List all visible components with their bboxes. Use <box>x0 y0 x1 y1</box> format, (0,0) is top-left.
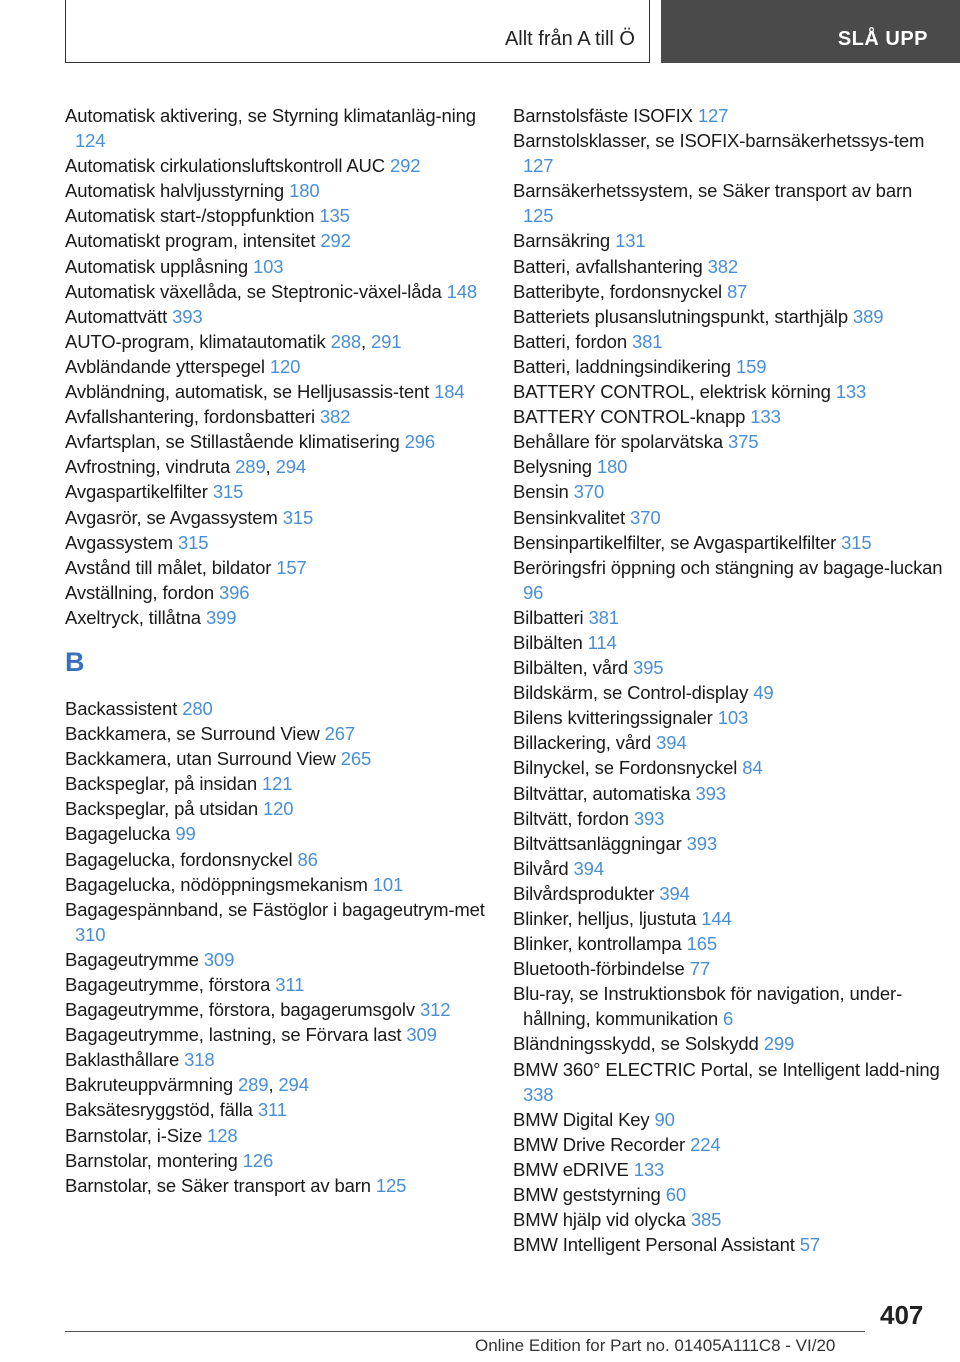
index-entry-text: Biltvätt, fordon <box>513 807 629 829</box>
index-entry <box>513 304 943 329</box>
index-entry-text: Baklasthållare <box>65 1049 180 1071</box>
page-link[interactable]: 133 <box>835 381 867 403</box>
index-entry <box>513 981 943 1031</box>
index-entry-text: BMW geststyrning <box>513 1184 661 1206</box>
page-link[interactable]: 310 <box>75 923 106 945</box>
index-entry-text: BMW Intelligent Personal Assistant <box>513 1234 795 1256</box>
page-link[interactable]: 99 <box>175 823 196 845</box>
index-entry-text: Biltvättar, automatiska <box>513 782 691 804</box>
page-link[interactable]: 375 <box>728 431 759 453</box>
index-entry <box>65 746 495 771</box>
page-link[interactable]: 127 <box>523 155 554 177</box>
page-link[interactable]: 318 <box>184 1049 215 1071</box>
index-entry-text: Bagagelucka, nödöppningsmekanism <box>65 873 368 895</box>
page-link[interactable]: 385 <box>690 1209 722 1231</box>
page-link[interactable]: 382 <box>319 406 351 428</box>
page-link[interactable]: 288 <box>330 330 361 352</box>
index-entry-text: Bagageutrymme, förstora <box>65 974 271 995</box>
index-entry-text: Avfartsplan, se Stillastående klimatisering <box>65 431 400 453</box>
index-entry <box>65 821 495 846</box>
page-link[interactable]: 311 <box>257 1099 287 1121</box>
index-entry <box>513 1207 943 1232</box>
page-link[interactable]: 393 <box>172 305 203 327</box>
page-link[interactable]: 131 <box>615 230 646 252</box>
page-link[interactable]: 90 <box>654 1108 675 1130</box>
index-entry-text: Batteri, fordon <box>513 330 627 352</box>
index-entry <box>65 178 495 203</box>
index-entry-text: Beröringsfri öppning och stängning av bagage-luckan <box>513 556 943 578</box>
index-entry <box>65 605 495 630</box>
page-link[interactable]: 280 <box>182 697 213 719</box>
lookup-button-label: SLÅ UPP <box>837 28 928 50</box>
index-entry-text: Belysning <box>513 456 592 478</box>
index-column-right <box>513 103 943 1257</box>
index-entry-text: Backkamera, utan Surround View <box>65 748 336 770</box>
index-entry-text: Bakruteuppvärmning <box>65 1074 234 1096</box>
index-entry-text: Blinker, helljus, ljustuta <box>513 908 697 929</box>
index-entry-text: AUTO-program, klimatautomatik <box>65 330 326 352</box>
index-entry <box>513 530 943 555</box>
page-link[interactable]: 394 <box>656 732 687 754</box>
index-entry-text: Barnstolsfäste ISOFIX <box>513 105 693 126</box>
index-entry <box>513 781 943 806</box>
page-link[interactable]: 265 <box>340 748 372 770</box>
index-entry-text: Bagageutrymme <box>65 948 199 970</box>
lookup-button[interactable] <box>661 0 960 63</box>
footer-edition: Online Edition for Part no. 01405A111C8 - VI/20 <box>475 1336 836 1355</box>
page-link[interactable]: 144 <box>701 908 732 929</box>
index-entry-text: Avfallshantering, fordonsbatteri <box>65 406 315 428</box>
index-entry-text: Bluetooth-förbindelse <box>513 958 685 980</box>
index-entry-text: Backspeglar, på insidan <box>65 773 257 795</box>
index-entry <box>65 1173 495 1198</box>
page-link[interactable]: 114 <box>587 631 617 653</box>
page-link[interactable]: 103 <box>253 255 284 277</box>
index-entry <box>513 680 943 705</box>
page-link[interactable]: 396 <box>219 581 250 603</box>
page-link[interactable]: 101 <box>372 873 404 895</box>
index-entry <box>65 1148 495 1173</box>
index-entry-text: Avgasrör, se Avgassystem <box>65 506 278 528</box>
page-link[interactable]: 338 <box>523 1083 554 1105</box>
index-entry-text: Avbländande ytterspegel <box>65 355 265 377</box>
index-entry <box>513 881 943 906</box>
page-link[interactable]: 180 <box>289 180 320 202</box>
index-entry-text: Barnstolsklasser, se ISOFIX-barnsäkerhetssys-tem <box>513 130 925 152</box>
index-entry-text: Bensinkvalitet <box>513 506 626 528</box>
page-link[interactable]: 57 <box>799 1234 821 1256</box>
index-entry <box>65 254 495 279</box>
page-link[interactable]: 309 <box>406 1024 437 1046</box>
page-link[interactable]: 389 <box>852 305 884 327</box>
index-entry-text: Blinker, kontrollampa <box>513 933 682 955</box>
index-entry <box>65 897 495 947</box>
index-entry-text: Bilvård <box>513 857 569 879</box>
page-link[interactable]: 125 <box>523 205 554 227</box>
index-entry <box>65 228 495 253</box>
index-entry <box>65 530 495 555</box>
page-link[interactable]: 294 <box>275 456 306 478</box>
page-link[interactable]: 267 <box>324 723 356 745</box>
index-entry-text: Bagagelucka <box>65 823 171 845</box>
index-entry <box>65 872 495 897</box>
index-entry <box>65 1123 495 1148</box>
index-entry <box>65 580 495 605</box>
index-entry-text: BMW 360° ELECTRIC Portal, se Intelligent ladd-ning <box>513 1058 940 1080</box>
index-entry-text: Automatisk halvljusstyrning <box>65 180 285 202</box>
index-entry <box>65 1047 495 1072</box>
page-link[interactable]: 299 <box>763 1033 795 1055</box>
index-entry <box>513 555 943 605</box>
index-entry <box>65 379 495 404</box>
page-link[interactable]: 184 <box>434 381 465 403</box>
index-entry <box>65 997 495 1022</box>
index-entry <box>513 429 943 454</box>
page-link[interactable]: 289 <box>238 1074 269 1096</box>
index-entry <box>513 329 943 354</box>
page-link[interactable]: 395 <box>632 657 664 679</box>
index-entry-text: Billackering, vård <box>513 732 652 754</box>
index-entry-text: Barnsäkring <box>513 230 611 252</box>
index-entry-text: BMW Digital Key <box>513 1108 650 1130</box>
index-column-left <box>65 103 495 1198</box>
index-entry-text: Baksätesryggstöd, fälla <box>65 1099 253 1121</box>
index-entry-text: Bagageutrymme, lastning, se Förvara last <box>65 1024 402 1046</box>
page-link[interactable]: 292 <box>320 230 351 252</box>
page-link[interactable]: 87 <box>726 280 748 302</box>
index-letter-heading: B <box>65 646 85 677</box>
index-entry: Avfrostning, vindruta 289, 294 <box>65 456 306 478</box>
index-entry <box>513 630 943 655</box>
page-link[interactable]: 60 <box>665 1184 686 1206</box>
index-entry-text: Bilbälten <box>513 631 583 653</box>
page-link[interactable]: 311 <box>275 974 305 995</box>
index-entry-text: BMW eDRIVE <box>513 1158 629 1180</box>
index-entry <box>65 721 495 746</box>
index-entry-text: Avgassystem <box>65 531 174 553</box>
index-entry-text: Axeltryck, tillåtna <box>65 606 201 628</box>
index-entry <box>513 505 943 530</box>
page-link[interactable]: 127 <box>697 105 729 126</box>
page-link[interactable]: 315 <box>282 506 314 528</box>
page-link[interactable]: 77 <box>689 958 710 980</box>
index-entry <box>513 1157 943 1182</box>
page-link[interactable]: 296 <box>404 431 436 453</box>
index-entry-text: Blu-ray, se Instruktionsbok för navigation, under-hållning, kommunikation <box>513 983 903 1030</box>
page-link[interactable]: 399 <box>205 606 237 628</box>
index-entry-text: BMW hjälp vid olycka <box>513 1209 686 1231</box>
index-entry-text: Bländningsskydd, se Solskydd <box>513 1033 759 1055</box>
index-entry <box>65 972 495 997</box>
index-entry-text: Bensin <box>513 481 569 503</box>
page-link[interactable]: 120 <box>263 798 294 820</box>
index-entry <box>65 1022 495 1047</box>
index-entry <box>65 505 495 530</box>
index-entry-text: Bilvårdsprodukter <box>513 882 655 904</box>
index-entry <box>513 1057 943 1107</box>
index-entry-text: Automatisk cirkulationsluftskontroll AUC <box>65 155 385 177</box>
index-entry-text: Avgaspartikelfilter <box>65 481 208 503</box>
index-entry-text: Bagagelucka, fordonsnyckel <box>65 848 293 870</box>
index-entry <box>513 1107 943 1132</box>
page-link[interactable]: 381 <box>588 606 619 628</box>
index-entry-text: Bilens kvitteringssignaler <box>513 707 713 729</box>
page-link[interactable]: 6 <box>723 1008 734 1030</box>
index-entry-text: Bilbälten, vård <box>513 657 628 679</box>
index-entry-text: BMW Drive Recorder <box>513 1133 686 1155</box>
index-entry <box>513 1182 943 1207</box>
index-entry <box>513 379 943 404</box>
page-link[interactable]: 96 <box>523 581 544 603</box>
index-entry-text: Bagagespännband, se Fästöglor i bagageutrym-met <box>65 898 485 920</box>
index-entry <box>65 153 495 178</box>
page-link[interactable]: 393 <box>686 832 718 854</box>
index-entry <box>513 705 943 730</box>
index-entry <box>513 605 943 630</box>
page-link[interactable]: 135 <box>319 205 350 227</box>
index-entry-text: Bildskärm, se Control-display <box>513 682 749 704</box>
index-entry <box>513 454 943 479</box>
page-link[interactable]: 312 <box>419 999 451 1021</box>
page-link[interactable]: 309 <box>203 948 235 970</box>
page-link[interactable]: 381 <box>631 330 663 352</box>
index-entry-text: Backspeglar, på utsidan <box>65 798 258 820</box>
index-entry <box>65 429 495 454</box>
index-entry-text: Bilnyckel, se Fordonsnyckel <box>513 757 738 779</box>
index-entry-text: Automatiskt program, intensitet <box>65 230 316 252</box>
index-entry-text: Batteriets plusanslutningspunkt, starthjälp <box>513 305 848 327</box>
page-link[interactable]: 120 <box>269 355 301 377</box>
index-entry-text: Barnstolar, i-Size <box>65 1124 203 1146</box>
index-entry-text: Bagageutrymme, förstora, bagagerumsgolv <box>65 999 415 1021</box>
index-entry <box>65 404 495 429</box>
page-link[interactable]: 133 <box>750 406 781 428</box>
index-entry <box>513 178 943 228</box>
index-entry-text: Backassistent <box>65 697 178 719</box>
page-link[interactable]: 133 <box>633 1158 665 1180</box>
index-entry <box>65 1097 495 1122</box>
index-entry <box>513 730 943 755</box>
page-link[interactable]: 394 <box>573 857 604 879</box>
page-link[interactable]: 370 <box>630 506 661 528</box>
index-entry <box>65 796 495 821</box>
index-entry <box>65 947 495 972</box>
page-link[interactable]: 315 <box>178 531 209 553</box>
index-entry <box>513 906 943 931</box>
index-entry <box>65 771 495 796</box>
page-link[interactable]: 382 <box>707 255 739 277</box>
index-entry <box>65 696 495 721</box>
page-link[interactable]: 86 <box>297 848 318 870</box>
index-entry-text: BATTERY CONTROL-knapp <box>513 406 746 428</box>
index-entry <box>65 279 495 304</box>
page-link[interactable]: 292 <box>389 155 421 177</box>
page-number: 407 <box>880 1300 924 1330</box>
index-entry-text: Backkamera, se Surround View <box>65 723 320 745</box>
index-entry-text: Avfrostning, vindruta <box>65 456 231 478</box>
tab-label: Allt från A till Ö <box>504 28 635 50</box>
index-entry <box>65 479 495 504</box>
index-entry <box>513 931 943 956</box>
index-entry <box>65 354 495 379</box>
index-entry <box>513 755 943 780</box>
page-link[interactable]: 121 <box>261 773 293 795</box>
index-entry <box>513 956 943 981</box>
page-link[interactable]: 289 <box>235 456 266 478</box>
index-entry <box>65 304 495 329</box>
index-entry: Bakruteuppvärmning 289, 294 <box>65 1074 309 1096</box>
index-entry <box>65 847 495 872</box>
page-link[interactable]: 315 <box>212 481 244 503</box>
index-entry-text: Barnsäkerhetssystem, se Säker transport av barn <box>513 180 913 202</box>
index-entry-text: BATTERY CONTROL, elektrisk körning <box>513 381 831 403</box>
index-entry-text: Bensinpartikelfilter, se Avgaspartikelfilter <box>513 531 837 553</box>
index-entry <box>65 203 495 228</box>
index-entry <box>65 555 495 580</box>
index-entry-text: Avställning, fordon <box>65 581 215 603</box>
index-entry <box>513 856 943 881</box>
index-entry <box>513 831 943 856</box>
index-entry-text: Avstånd till målet, bildator <box>65 556 272 578</box>
page-link[interactable]: 126 <box>242 1149 274 1171</box>
page-link[interactable]: 84 <box>742 757 763 779</box>
index-entry <box>513 479 943 504</box>
index-entry-text: Automatisk start-/stoppfunktion <box>65 205 315 227</box>
page-link[interactable]: 291 <box>370 330 402 352</box>
index-entry <box>513 1132 943 1157</box>
index-entry <box>513 279 943 304</box>
page-link[interactable]: 370 <box>573 481 605 503</box>
page-link[interactable]: 393 <box>633 807 665 829</box>
page-link[interactable]: 128 <box>207 1124 238 1146</box>
index-entry <box>513 354 943 379</box>
index-entry-text: Behållare för spolarvätska <box>513 431 723 453</box>
page-link[interactable]: 148 <box>446 280 478 302</box>
page-link[interactable]: 125 <box>375 1174 407 1196</box>
index-entry-text: Bilbatteri <box>513 606 584 628</box>
page-link[interactable]: 393 <box>695 782 726 804</box>
index-entry <box>513 655 943 680</box>
index-entry-text: Biltvättsanläggningar <box>513 832 682 854</box>
index-entry: AUTO-program, klimatautomatik 288, 291 <box>65 330 402 352</box>
index-entry-text: Batteribyte, fordonsnyckel <box>513 280 722 302</box>
page-link[interactable]: 180 <box>596 456 628 478</box>
index-entry <box>513 254 943 279</box>
index-entry-text: Automatisk aktivering, se Styrning klimatanläg-ning <box>65 105 476 126</box>
tab-all-a-to-o[interactable] <box>65 0 650 63</box>
index-entry-text: Barnstolar, montering <box>65 1149 238 1171</box>
page-link[interactable]: 394 <box>659 882 690 904</box>
page-link[interactable]: 294 <box>278 1074 309 1096</box>
page-link[interactable]: 157 <box>276 556 307 578</box>
index-entry <box>513 103 943 128</box>
index-entry <box>513 128 943 178</box>
page-link[interactable]: 49 <box>753 682 774 704</box>
index-entry <box>65 103 495 153</box>
index-entry-text: Barnstolar, se Säker transport av barn <box>65 1174 371 1196</box>
page-link[interactable]: 124 <box>75 130 106 152</box>
page-link[interactable]: 165 <box>686 933 717 955</box>
page-link[interactable]: 315 <box>841 531 872 553</box>
index-entry-text: Batteri, avfallshantering <box>513 255 703 277</box>
index-entry-text: Avbländning, automatisk, se Helljusassis-tent <box>65 381 430 403</box>
page-link[interactable]: 159 <box>735 355 767 377</box>
page-link[interactable]: 103 <box>717 707 749 729</box>
index-entry <box>513 1031 943 1056</box>
index-entry <box>513 228 943 253</box>
index-entry <box>513 1232 943 1257</box>
index-entry <box>513 806 943 831</box>
index-entry-text: Batteri, laddningsindikering <box>513 355 731 377</box>
index-entry-text: Automatisk växellåda, se Steptronic-växel-låda <box>65 280 442 302</box>
footer-divider <box>65 1331 865 1332</box>
index-entry-text: Automattvätt <box>65 305 168 327</box>
index-entry-text: Automatisk upplåsning <box>65 255 248 277</box>
page-link[interactable]: 224 <box>690 1133 721 1155</box>
index-entry <box>513 404 943 429</box>
